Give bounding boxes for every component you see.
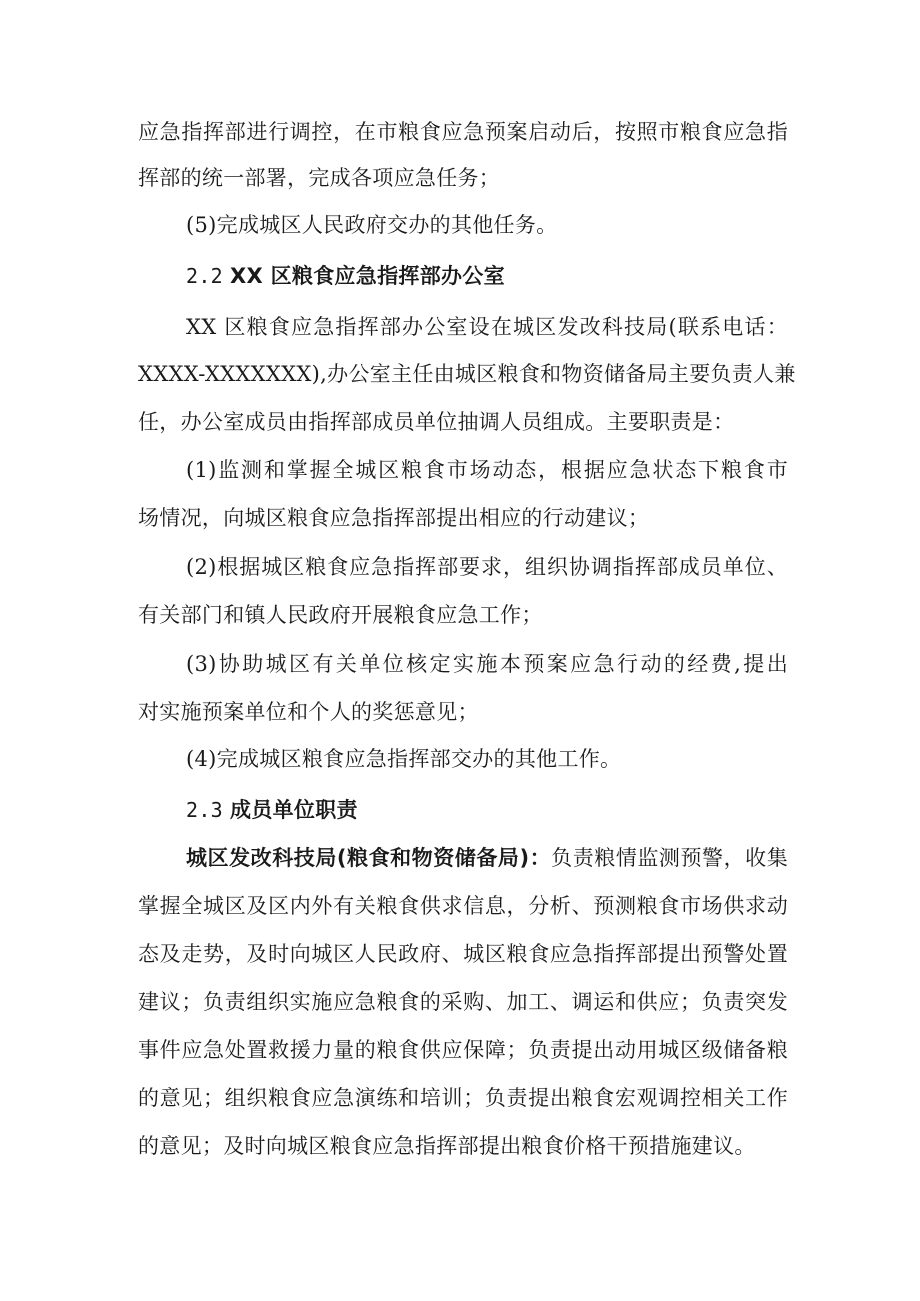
section-title: XX 区粮食应急指挥部办公室	[230, 264, 505, 288]
section-heading-2-2	[186, 258, 788, 294]
section-number: 2.2	[186, 264, 224, 288]
paragraph-line: XX 区粮食应急指挥部办公室设在城区发改科技局(联系电话：	[186, 315, 788, 339]
section-title: 成员单位职责	[230, 798, 358, 822]
list-item-5: (5)完成城区人民政府交办的其他任务。	[186, 213, 558, 237]
paragraph-line: XXXX-XXXXXXX),办公室主任由城区粮食和物资储备局主要负责人兼	[138, 362, 796, 386]
paragraph-line: 有关部门和镇人民政府开展粮食应急工作；	[138, 603, 543, 627]
paragraph-line: 场情况，向城区粮食应急指挥部提出相应的行动建议；	[138, 506, 650, 530]
list-item-3: (3)协助城区有关单位核定实施本预案应急行动的经费,提出	[186, 652, 788, 676]
unit-name: 城区发改科技局(粮食和物资储备局)：	[186, 846, 552, 870]
paragraph-line: 掌握全城区及区内外有关粮食供求信息，分析、预测粮食市场供求动	[138, 894, 788, 918]
paragraph-line: 对实施预案单位和个人的奖惩意见；	[138, 700, 479, 724]
section-heading-2-3	[186, 792, 788, 828]
list-item-1: (1)监测和掌握全城区粮食市场动态，根据应急状态下粮食市	[186, 458, 788, 482]
paragraph-line: 事件应急处置救援力量的粮食供应保障；负责提出动用城区级储备粮	[138, 1038, 788, 1062]
paragraph-line: 任，办公室成员由指挥部成员单位抽调人员组成。主要职责是：	[138, 410, 735, 434]
paragraph-line: 态及走势，及时向城区人民政府、城区粮食应急指挥部提出预警处置	[138, 942, 788, 966]
list-item-2: (2)根据城区粮食应急指挥部要求，组织协调指挥部成员单位、	[186, 555, 788, 579]
section-number: 2.3	[186, 798, 224, 822]
paragraph-line: 应急指挥部进行调控，在市粮食应急预案启动后，按照市粮食应急指	[138, 120, 788, 144]
paragraph-line: 的意见；组织粮食应急演练和培训；负责提出粮食宏观调控相关工作	[138, 1086, 788, 1110]
paragraph-line	[186, 840, 788, 876]
paragraph-line: 的意见；及时向城区粮食应急指挥部提出粮食价格干预措施建议。	[138, 1134, 756, 1158]
paragraph-line: 挥部的统一部署，完成各项应急任务；	[138, 166, 501, 190]
list-item-4: (4)完成城区粮食应急指挥部交办的其他工作。	[186, 747, 622, 771]
paragraph-line: 建议；负责组织实施应急粮食的采购、加工、调运和供应；负责突发	[138, 990, 788, 1014]
unit-duty-text: 负责粮情监测预警，收集	[551, 846, 788, 870]
